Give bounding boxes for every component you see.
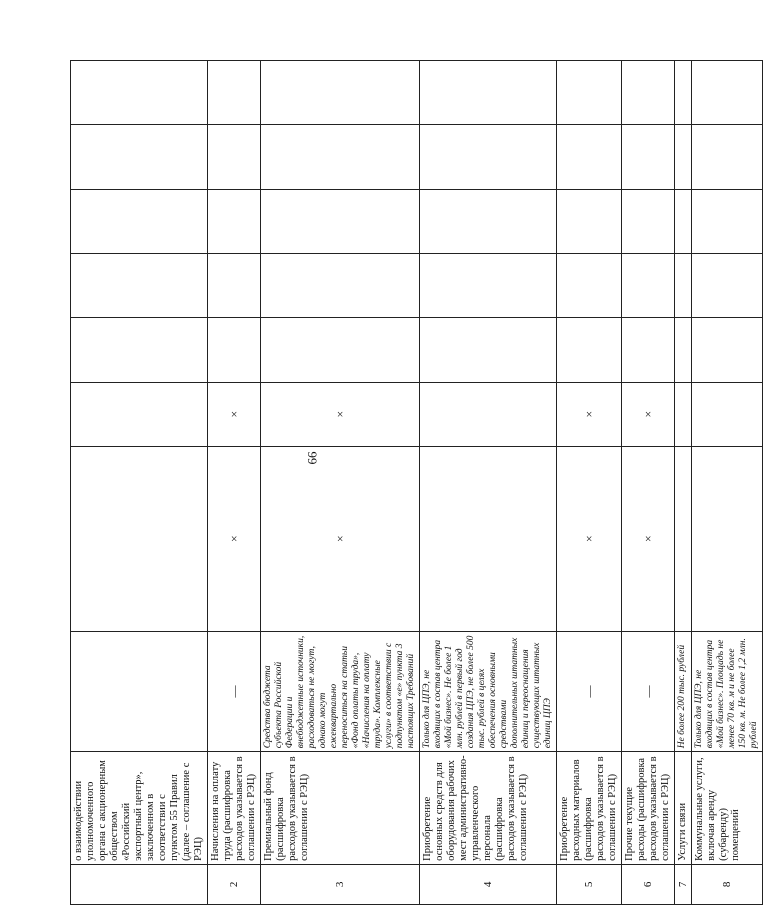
cell-empty	[622, 253, 675, 317]
cell-empty	[420, 61, 557, 125]
row-note: —	[557, 631, 622, 752]
page-number: 66	[304, 451, 320, 465]
cell-c1	[675, 446, 692, 631]
cell-empty	[420, 253, 557, 317]
row-number: 3	[261, 864, 420, 904]
cell-empty	[622, 61, 675, 125]
cell-empty	[692, 189, 763, 253]
cell-empty	[675, 318, 692, 382]
cell-empty	[675, 189, 692, 253]
cell-empty	[675, 61, 692, 125]
cell-empty	[557, 253, 622, 317]
cell-empty	[692, 253, 763, 317]
cell-empty	[71, 189, 208, 253]
row-note: —	[208, 631, 261, 752]
row-name: Приобретение основных средств для оборудования рабочих мест административно-управленческого персонала (расшифровка расходов указывается в соглашении с РЭЦ)	[420, 752, 557, 865]
cell-c2: ×	[622, 382, 675, 446]
cell-empty	[208, 189, 261, 253]
cell-empty	[692, 318, 763, 382]
cell-c2: ×	[208, 382, 261, 446]
cell-empty	[261, 125, 420, 189]
table-row	[261, 61, 420, 905]
cell-c1: ×	[622, 446, 675, 631]
row-name: Приобретение расходных материалов (расшифровка расходов указывается в соглашении с РЭЦ)	[557, 752, 622, 865]
cell-empty	[622, 189, 675, 253]
cell-c2: ×	[261, 382, 420, 446]
cell-empty	[557, 125, 622, 189]
table-row	[622, 61, 675, 905]
row-name: Услуги связи	[675, 752, 692, 865]
cell-empty	[622, 318, 675, 382]
row-name: Начисления на оплату труда (расшифровка расходов указывается в соглашении с РЭЦ)	[208, 752, 261, 865]
cell-empty	[557, 189, 622, 253]
cell-empty	[557, 61, 622, 125]
cell-c2	[71, 382, 208, 446]
row-number: 7	[675, 864, 692, 904]
row-number: 8	[692, 864, 763, 904]
cell-empty	[261, 318, 420, 382]
cell-empty	[675, 125, 692, 189]
row-note: Только для ЦПЭ, не входящих в состав центра «Мой бизнес». Площадь не менее 70 кв. м и не более 150 кв. м. Не более 1,2 млн. рублей	[692, 631, 763, 752]
cell-empty	[692, 125, 763, 189]
rotated-table-wrapper	[70, 60, 759, 905]
row-number: 6	[622, 864, 675, 904]
cell-empty	[557, 318, 622, 382]
cell-c2	[692, 382, 763, 446]
row-name: Коммунальные услуги, включая аренду (субаренду) помещений	[692, 752, 763, 865]
cell-c2: ×	[557, 382, 622, 446]
row-number	[71, 864, 208, 904]
cell-empty	[208, 318, 261, 382]
row-note: Средства бюджета субъекта Российской Федерации и внебюджетные источники, расходоваться не могут, однако могут ежеквартально переноситься на статьи «Фонд оплаты труда», «Начисления на оплату труда». Комплексные услуги» в соответствии с подпунктом «e» пункта 3 настоящих Требований	[261, 631, 420, 752]
cell-c1: ×	[208, 446, 261, 631]
row-number: 2	[208, 864, 261, 904]
row-number: 5	[557, 864, 622, 904]
cell-empty	[71, 125, 208, 189]
cell-c1	[692, 446, 763, 631]
cell-empty	[261, 253, 420, 317]
cell-c1: ×	[261, 446, 420, 631]
cell-empty	[622, 125, 675, 189]
cell-c1	[71, 446, 208, 631]
cell-empty	[692, 61, 763, 125]
row-name: Прочие текущие расходы (расшифровка расходов указывается в соглашении с РЭЦ)	[622, 752, 675, 865]
cell-empty	[71, 318, 208, 382]
table-row	[208, 61, 261, 905]
cell-c2	[675, 382, 692, 446]
cell-empty	[420, 189, 557, 253]
row-number: 4	[420, 864, 557, 904]
cell-empty	[208, 61, 261, 125]
cell-c2	[420, 382, 557, 446]
cell-c1	[420, 446, 557, 631]
row-name: о взаимодействии уполномоченного органа с акционерным обществом «Российский экспортный центр», заключенном в соответствии с пунктом 55 Правил (далее – соглашение с РЭЦ)	[71, 752, 208, 865]
expense-table	[70, 60, 763, 905]
cell-empty	[261, 189, 420, 253]
cell-empty	[71, 61, 208, 125]
cell-c1: ×	[557, 446, 622, 631]
row-name: Премиальный фонд (расшифровка расходов указывается в соглашении с РЭЦ)	[261, 752, 420, 865]
row-note: Не более 200 тыс. рублей	[675, 631, 692, 752]
cell-empty	[675, 253, 692, 317]
row-note: —	[622, 631, 675, 752]
cell-empty	[420, 318, 557, 382]
table-row	[420, 61, 557, 905]
cell-empty	[261, 61, 420, 125]
table-row	[675, 61, 692, 905]
cell-empty	[71, 253, 208, 317]
cell-empty	[208, 125, 261, 189]
table-row	[557, 61, 622, 905]
cell-empty	[208, 253, 261, 317]
row-note	[71, 631, 208, 752]
table-row	[71, 61, 208, 905]
table-row	[692, 61, 763, 905]
row-note: Только для ЦПЭ, не входящих в состав центра «Мой бизнес». Не более 1 млн. рублей в первый год создания ЦПЭ, не более 500 тыс. рублей в целях обеспечения основными средствами дополнительных штатных единиц и переоснащения существующих штатных единиц ЦПЭ	[420, 631, 557, 752]
cell-empty	[420, 125, 557, 189]
